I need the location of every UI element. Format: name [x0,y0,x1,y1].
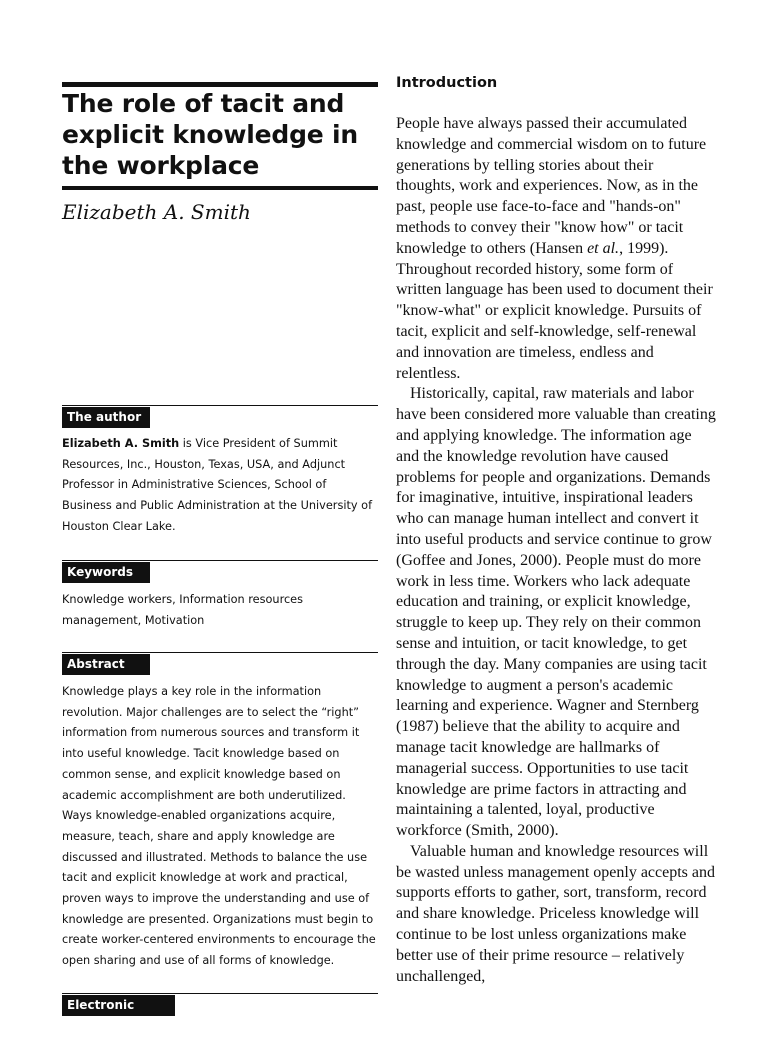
abstract-section-rule [62,652,378,653]
p1-et-al: et al. [587,239,620,257]
title-rule-top [62,82,378,87]
author-bio [62,434,378,538]
electronic-access-section-rule [62,993,378,994]
author-bio-name: Elizabeth A. Smith [62,437,180,450]
author-bio-text: is Vice President of Summit Resources, Inc., Houston, Texas, USA, and Adjunct Professor in Administrative Sciences, School of Business and Public Administration at the University of Houston Clear Lake. [62,437,373,533]
keywords-text: Knowledge workers, Information resources management, Motivation [62,593,304,627]
introduction-heading: Introduction [396,75,498,91]
introduction-column [396,72,716,987]
keywords-section-rule [62,560,378,561]
introduction-paragraph-2: Historically, capital, raw materials and labor have been considered more valuable than creating and applying knowledge. The information age and the knowledge revolution have caused problems for people and organizations. Demands for imaginative, intuitive, inspirational leaders who can manage human intellect and convert it into useful products and service continue to grow (Goffee and Jones, 2000). People must do more work in less time. Workers who lack adequate education and training, or explicit knowledge, struggle to keep up. They rely on their common sense and intuition, or tacit knowledge, to get through the day. Many companies are using tacit knowledge to augment a person's academic learning and experience. Wagner and Sternberg (1987) believe that the ability to acquire and manage tacit knowledge are hallmarks of managerial success. Opportunities to use tacit knowledge are prime factors in attracting and maintaining a talented, loyal, productive workforce (Smith, 2000). [396,385,716,840]
introduction-paragraph-3: Valuable human and knowledge resources will be wasted unless management openly accepts and supports efforts to gather, sort, transform, record and share knowledge. Priceless knowledge will continue to be lost unless organizations make better use of their prime resource – relatively unchallenged, [396,842,715,985]
author-section-label: The author [62,407,150,428]
keywords-section-label: Keywords [62,562,150,583]
p1-text-b: , 1999). Throughout recorded history, some form of written language has been used to document their "know-what" or explicit knowledge. Pursuits of tacit, explicit and self-knowledge, self-renewal and innovation are timeless, endless and relentless. [396,239,713,382]
title-rule-bottom [62,186,378,190]
article-author: Elizabeth A. Smith [62,200,251,224]
author-section-rule [62,405,378,406]
abstract-section-label: Abstract [62,654,150,675]
abstract-text: Knowledge plays a key role in the information revolution. Major challenges are to select the “right” information from numerous sources and transform it into useful knowledge. Tacit knowledge based on common sense, and explicit knowledge based on academic accomplishment are both underutilized. Ways knowledge-enabled organizations acquire, measure, teach, share and apply knowledge are discussed and illustrated. Methods to balance the use tacit and explicit knowledge at work and practical, proven ways to improve the understanding and use of knowledge are presented. Organizations must begin to create worker-centered environments to encourage the open sharing and use of all forms of knowledge. [62,685,376,968]
introduction-paragraph-1 [396,114,716,384]
electronic-access-section-label: Electronic access [62,995,175,1016]
article-title: The role of tacit and explicit knowledge in the workplace [62,89,358,180]
p1-text-a: People have always passed their accumulated knowledge and commercial wisdom on to future generations by telling stories about their thoughts, work and experiences. Now, as in the past, people use face-to-face and "hands-on" methods to convey their "know how" or tacit knowledge to others (Hansen [396,115,707,257]
